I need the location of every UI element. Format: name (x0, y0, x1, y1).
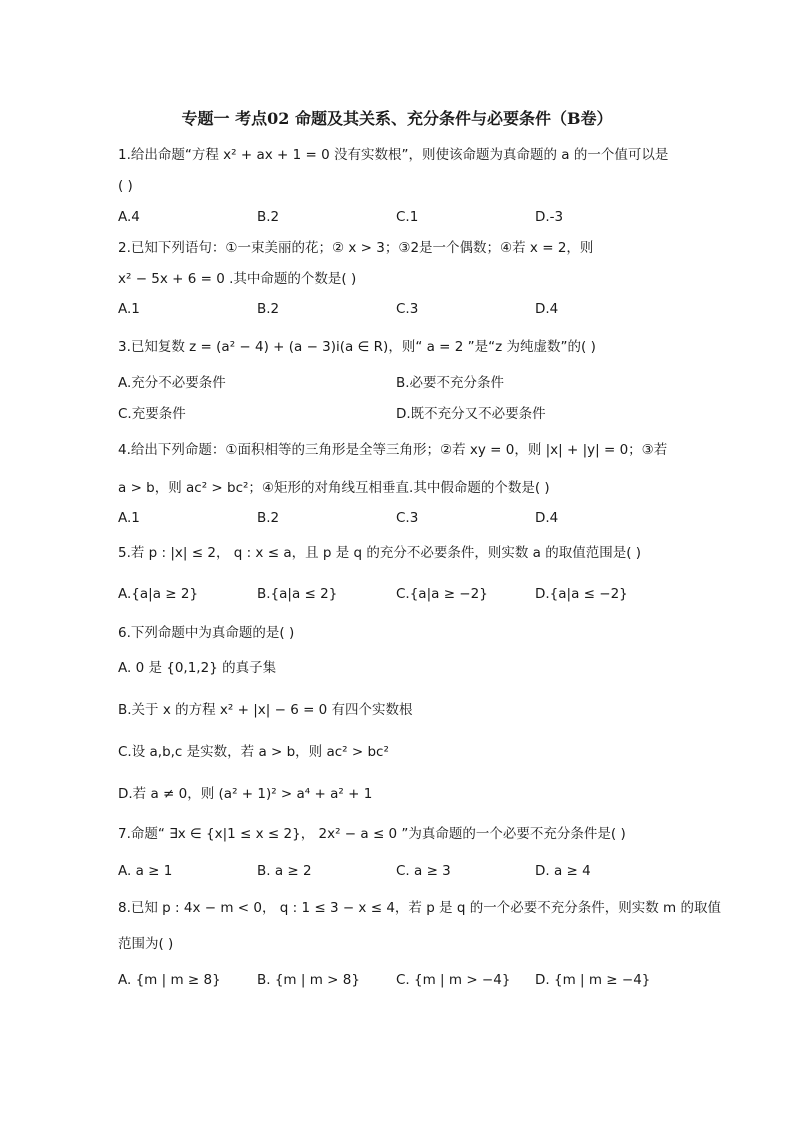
question-4-option-d: D.4 (535, 510, 559, 526)
question-1-option-c: C.1 (396, 209, 419, 225)
question-3-stem: 3.已知复数 z = (a² − 4) + (a − 3)i(a ∈ R)，则“ a = 2 ”是“z 为纯虚数”的( ) (118, 339, 596, 355)
question-8-option-d: D. {m | m ≥ −4} (535, 972, 651, 988)
question-8-option-b: B. {m | m > 8} (257, 972, 360, 988)
question-7-option-d: D. a ≥ 4 (535, 863, 591, 879)
question-8-option-a: A. {m | m ≥ 8} (118, 972, 221, 988)
question-5-stem: 5.若 p : |x| ≤ 2， q : x ≤ a，且 p 是 q 的充分不必要条件，则实数 a 的取值范围是( ) (118, 545, 642, 561)
question-1-stem: 1.给出命题“方程 x² + ax + 1 = 0 没有实数根”，则使该命题为真命题的 a 的一个值可以是 (118, 147, 669, 163)
question-4-option-c: C.3 (396, 510, 419, 526)
question-8-stem-cont: 范围为( ) (118, 936, 174, 952)
question-4-stem: 4.给出下列命题：①面积相等的三角形是全等三角形；②若 xy = 0，则 |x| + |y| = 0；③若 (118, 442, 668, 458)
question-3-option-a: A.充分不必要条件 (118, 375, 226, 391)
question-7-option-c: C. a ≥ 3 (396, 863, 451, 879)
question-6-option-d: D.若 a ≠ 0，则 (a² + 1)² > a⁴ + a² + 1 (118, 786, 373, 802)
question-4-option-a: A.1 (118, 510, 140, 526)
question-6-option-a: A. 0 是 {0,1,2} 的真子集 (118, 660, 277, 676)
question-6-option-c: C.设 a,b,c 是实数，若 a > b，则 ac² > bc² (118, 744, 389, 760)
question-7-option-b: B. a ≥ 2 (257, 863, 312, 879)
question-3-option-d: D.既不充分又不必要条件 (396, 406, 546, 422)
question-2-stem: 2.已知下列语句：①一束美丽的花；② x > 3；③2是一个偶数；④若 x = 2，则 (118, 240, 594, 256)
question-3-option-b: B.必要不充分条件 (396, 375, 505, 391)
question-5-option-d: D.{a|a ≤ −2} (535, 586, 628, 602)
question-8-stem: 8.已知 p : 4x − m < 0， q : 1 ≤ 3 − x ≤ 4，若 p 是 q 的一个必要不充分条件，则实数 m 的取值 (118, 900, 721, 916)
question-7-stem: 7.命题“ ∃x ∈ {x|1 ≤ x ≤ 2}， 2x² − a ≤ 0 ”为真命题的一个必要不充分条件是( ) (118, 826, 626, 842)
question-5-option-a: A.{a|a ≥ 2} (118, 586, 199, 602)
question-2-option-d: D.4 (535, 301, 559, 317)
question-1-option-a: A.4 (118, 209, 140, 225)
question-1-option-d: D.-3 (535, 209, 564, 225)
question-4-stem-cont: a > b，则 ac² > bc²；④矩形的对角线互相垂直.其中假命题的个数是( ) (118, 480, 550, 496)
document-title: 专题一 考点02 命题及其关系、充分条件与必要条件（B卷） (181, 109, 613, 128)
question-8-option-c: C. {m | m > −4} (396, 972, 511, 988)
question-2-option-c: C.3 (396, 301, 419, 317)
question-2-option-b: B.2 (257, 301, 280, 317)
question-6-option-b: B.关于 x 的方程 x² + |x| − 6 = 0 有四个实数根 (118, 702, 413, 718)
question-3-option-c: C.充要条件 (118, 406, 186, 422)
question-7-option-a: A. a ≥ 1 (118, 863, 173, 879)
question-5-option-b: B.{a|a ≤ 2} (257, 586, 338, 602)
question-1-stem-cont: ( ) (118, 178, 133, 194)
question-2-stem-cont: x² − 5x + 6 = 0 .其中命题的个数是( ) (118, 271, 357, 287)
question-5-option-c: C.{a|a ≥ −2} (396, 586, 488, 602)
question-2-option-a: A.1 (118, 301, 140, 317)
question-1-option-b: B.2 (257, 209, 280, 225)
question-6-stem: 6.下列命题中为真命题的是( ) (118, 625, 295, 641)
question-4-option-b: B.2 (257, 510, 280, 526)
